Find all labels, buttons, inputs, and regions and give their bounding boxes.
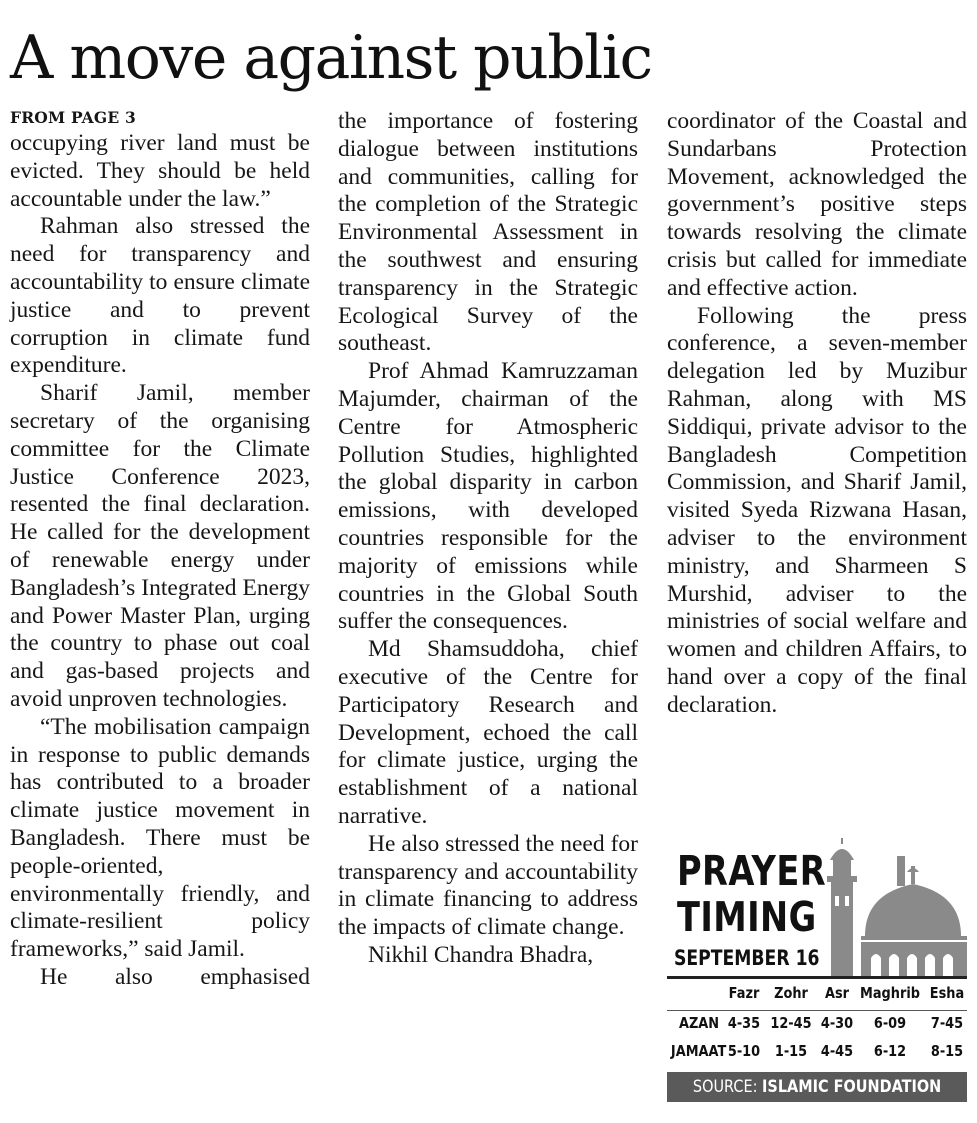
mosque-icon [825,836,967,978]
time-cell: 7-45 [930,1014,964,1032]
col-header: Fazr [728,984,760,1002]
row-label: JAMAAT [670,1042,727,1060]
article-column-1 [10,108,310,992]
time-cell: 1-15 [774,1042,808,1060]
paragraph: Rahman also stressed the need for transparency and accountability to ensure climate justice and to prevent corruption in climate fund expenditure. [10,213,310,379]
prayer-title [677,848,826,940]
col-header: Esha [929,984,965,1002]
time-cell: 8-15 [930,1042,964,1060]
time-cell: 4-45 [820,1042,854,1060]
continuation-kicker: FROM PAGE 3 [10,108,136,127]
paragraph: Prof Ahmad Kamruzzaman Majumder, chairman of the Centre for Atmospheric Pollution Studies, highlighted the global disparity in carbon emissions, with developed countries responsible for the majority of emissions while countries in the Global South suffer the consequences. [338,358,638,635]
paragraph: the importance of fostering dialogue between institutions and communities, calling for the completion of the Strategic Environmental Assessment in the southwest and ensuring transparency in the Strategic Ecological Survey of the southeast. [338,108,638,357]
divider [667,1010,967,1011]
prayer-date: SEPTEMBER 16 [674,946,820,970]
source-label: SOURCE: [692,1077,762,1097]
prayer-title-line1: PRAYER [677,847,826,895]
paragraph: Sharif Jamil, member secretary of the organising committee for the Climate Justice Conference 2023, resented the final declaration. He called for the development of renewable energy under Bangladesh’s Integrated Energy and Power Master Plan, urging the country to phase out coal and gas-based projects and avoid unproven technologies. [10,380,310,712]
source-name: ISLAMIC FOUNDATION [761,1077,942,1097]
prayer-row-jamaat [667,1042,967,1070]
time-cell: 4-30 [820,1014,854,1032]
paragraph: occupying river land must be evicted. They should be held accountable under the law.” [10,130,310,212]
headline: A move against public [10,23,652,93]
divider [667,976,967,979]
row-label: AZAN [678,1014,720,1032]
article-column-2 [338,108,638,970]
time-cell: 6-12 [873,1042,907,1060]
paragraph: Md Shamsuddoha, chief executive of the Centre for Participatory Research and Development, echoed the call for climate justice, urging the establishment of a national narrative. [338,636,638,829]
prayer-header-row [667,984,967,1012]
paragraph: Following the press conference, a seven-member delegation led by Muzibur Rahman, along with MS Siddiqui, private advisor to the Bangladesh Competition Commission, and Sharif Jamil, visited Syeda Rizwana Hasan, adviser to the environment ministry, and Sharmeen S Murshid, adviser to the ministries of social welfare and women and children Affairs, to hand over a copy of the final declaration. [667,302,967,718]
paragraph: coordinator of the Coastal and Sundarbans Protection Movement, acknowledged the government’s positive steps towards resolving the climate crisis but called for immediate and effective action. [667,108,967,301]
prayer-title-line2: TIMING [677,893,817,941]
paragraph: Nikhil Chandra Bhadra, [368,941,594,968]
col-header: Zohr [774,984,808,1002]
col-header: Asr [824,984,850,1002]
time-cell: 5-10 [727,1042,761,1060]
paragraph: “The mobilisation campaign in response to public demands has contributed to a broader climate justice movement in Bangladesh. There must be people-oriented, environmentally friendly, and climate-resilient policy frameworks,” said Jamil. [10,713,310,963]
article-column-3 [667,108,967,720]
paragraph: He also stressed the need for transparency and accountability in climate financing to address the impacts of climate change. [338,830,638,941]
prayer-row-azan [667,1014,967,1042]
prayer-timing-box [667,836,967,1108]
time-cell: 4-35 [727,1014,761,1032]
source-bar [667,1072,967,1102]
time-cell: 6-09 [873,1014,907,1032]
col-header: Maghrib [860,984,920,1002]
time-cell: 12-45 [770,1014,812,1032]
paragraph: He also emphasised [40,963,310,990]
